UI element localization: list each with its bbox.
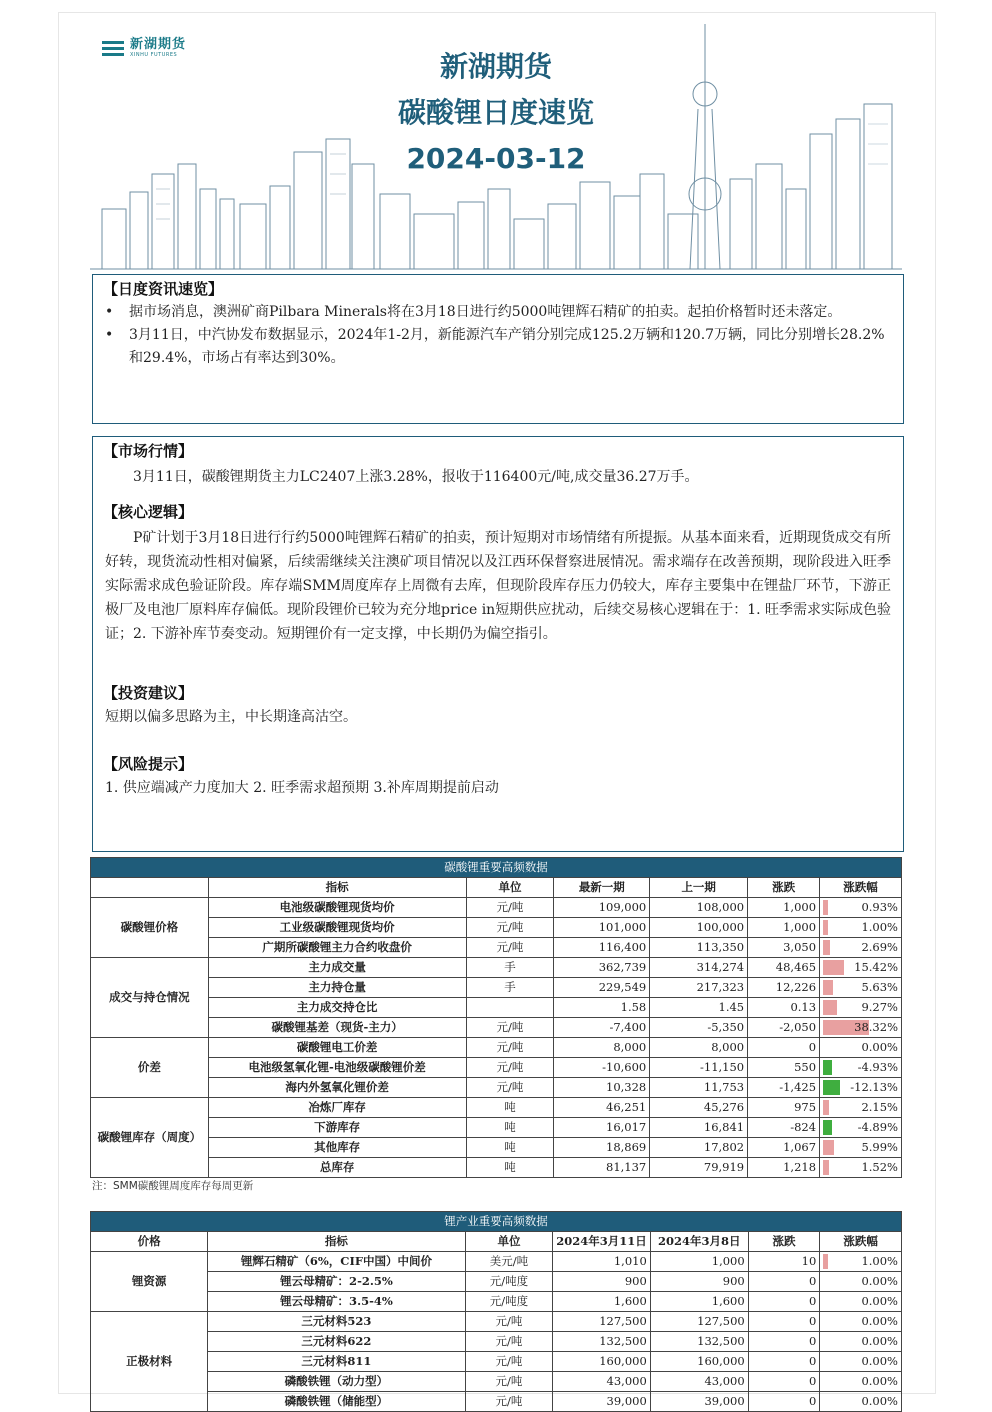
row-unit: 美元/吨 <box>465 1252 553 1272</box>
change-pct-label: 2.15% <box>861 1100 898 1114</box>
row-change: 0 <box>748 1332 820 1352</box>
row-latest-value: 1,010 <box>553 1252 651 1272</box>
change-pct-bar <box>823 1100 829 1115</box>
row-change-pct <box>820 1372 902 1392</box>
row-latest-value: -10,600 <box>554 1058 650 1078</box>
row-latest-value: 8,000 <box>554 1038 650 1058</box>
logic-text: P矿计划于3月18日进行行约5000吨锂辉石精矿的拍卖，预计短期对市场情绪有所提振。从基本面来看，近期现货成交有所好转，现货流动性相对偏紧，后续需继续关注澳矿项目情况以及江西环保督察进展情况。需求端存在改善预期，现阶段进入旺季实际需求成色验证阶段。库存端SMM周度库存上周微有去库，但现阶段库存压力仍较大，库存主要集中在锂盐厂环节，下游正极厂及电池厂原料库存偏低。现阶段锂价已较为充分地price in短期供应扰动，后续交易核心逻辑在于：1. 旺季需求实际成色验证；2. 下游补库节奏变动。短期锂价有一定支撑，中长期仍为偏空指引。 <box>105 530 892 642</box>
table-row <box>91 958 902 978</box>
row-previous-value: 79,919 <box>650 1158 748 1178</box>
row-previous-value: 217,323 <box>650 978 748 998</box>
row-previous-value: 43,000 <box>650 1372 748 1392</box>
lithium-carbonate-data-table <box>90 857 902 1178</box>
row-unit: 吨 <box>466 1138 554 1158</box>
row-indicator: 磷酸铁锂（动力型） <box>208 1372 465 1392</box>
table2-header: 指标 <box>208 1232 465 1252</box>
row-unit: 吨 <box>466 1098 554 1118</box>
row-latest-value: 43,000 <box>553 1372 651 1392</box>
row-change-pct <box>820 1138 902 1158</box>
row-unit: 元/吨 <box>465 1312 553 1332</box>
row-change-pct <box>820 1252 902 1272</box>
row-unit: 手 <box>466 978 554 998</box>
row-latest-value: 1.58 <box>554 998 650 1018</box>
row-change: 0 <box>748 1272 820 1292</box>
table1-caption: 碳酸锂重要高频数据 <box>91 858 902 878</box>
row-change-pct <box>820 938 902 958</box>
change-pct-bar <box>823 900 828 915</box>
title-date: 2024-03-12 <box>406 142 586 175</box>
row-change-pct <box>820 998 902 1018</box>
row-latest-value: 39,000 <box>553 1392 651 1412</box>
row-unit: 吨 <box>466 1158 554 1178</box>
row-indicator: 电池级氢氧化锂-电池级碳酸锂价差 <box>208 1058 466 1078</box>
row-indicator: 锂辉石精矿（6%，CIF中国）中间价 <box>208 1252 465 1272</box>
row-indicator: 冶炼厂库存 <box>208 1098 466 1118</box>
row-latest-value: -7,400 <box>554 1018 650 1038</box>
row-latest-value: 109,000 <box>554 898 650 918</box>
change-pct-label: -4.93% <box>857 1060 898 1074</box>
row-previous-value: 108,000 <box>650 898 748 918</box>
row-unit <box>466 998 554 1018</box>
row-previous-value: 113,350 <box>650 938 748 958</box>
change-pct-bar <box>823 1120 832 1135</box>
row-indicator: 碳酸锂电工价差 <box>208 1038 466 1058</box>
row-change: 0 <box>748 1038 820 1058</box>
row-change-pct <box>820 1038 902 1058</box>
row-indicator: 其他库存 <box>208 1138 466 1158</box>
row-latest-value: 1,600 <box>553 1292 651 1312</box>
row-indicator: 主力成交量 <box>208 958 466 978</box>
row-unit: 元/吨 <box>466 1018 554 1038</box>
row-latest-value: 116,400 <box>554 938 650 958</box>
title-company: 新湖期货 <box>439 50 552 83</box>
table1-header: 涨跌 <box>748 878 820 898</box>
table2-header: 2024年3月8日 <box>650 1232 748 1252</box>
row-unit: 元/吨 <box>465 1392 553 1412</box>
row-change: 0 <box>748 1372 820 1392</box>
row-unit: 元/吨 <box>466 1078 554 1098</box>
row-previous-value: 160,000 <box>650 1352 748 1372</box>
row-indicator: 锂云母精矿：3.5-4% <box>208 1292 465 1312</box>
table2-header: 涨跌 <box>748 1232 820 1252</box>
row-change-pct <box>820 1392 902 1412</box>
table-row <box>91 1078 902 1098</box>
lithium-industry-data-table <box>90 1211 902 1412</box>
change-pct-label: 38.32% <box>854 1020 898 1034</box>
news-item: • 3月11日，中汽协发布数据显示，2024年1-2月，新能源汽车产销分别完成125.2万辆和120.7万辆，同比分别增长28.2%和29.4%，市场占有率达到30%。 <box>103 324 889 370</box>
change-pct-label: 0.00% <box>861 1040 898 1054</box>
row-change: 0 <box>748 1392 820 1412</box>
row-indicator: 主力成交持仓比 <box>208 998 466 1018</box>
report-title <box>90 44 902 182</box>
table1-header-blank <box>91 878 209 898</box>
table-row <box>91 938 902 958</box>
row-latest-value: 10,328 <box>554 1078 650 1098</box>
row-category: 正极材料 <box>91 1312 208 1412</box>
row-unit: 元/吨 <box>466 938 554 958</box>
change-pct-label: 5.99% <box>861 1140 898 1154</box>
row-change-pct <box>820 918 902 938</box>
row-category: 锂资源 <box>91 1252 208 1312</box>
advice-heading: 【投资建议】 <box>103 684 194 702</box>
row-unit: 元/吨 <box>466 898 554 918</box>
row-change: 48,465 <box>748 958 820 978</box>
change-pct-label: 0.00% <box>861 1354 898 1368</box>
row-unit: 手 <box>466 958 554 978</box>
row-previous-value: 900 <box>650 1272 748 1292</box>
change-pct-bar <box>823 920 828 935</box>
row-indicator: 三元材料523 <box>208 1312 465 1332</box>
row-change: 3,050 <box>748 938 820 958</box>
table1-header: 指标 <box>208 878 466 898</box>
row-latest-value: 900 <box>553 1272 651 1292</box>
row-change: 1,000 <box>748 918 820 938</box>
table-row <box>91 1332 902 1352</box>
report-header <box>90 14 902 272</box>
row-change-pct <box>820 1272 902 1292</box>
change-pct-label: 1.00% <box>861 920 898 934</box>
row-change-pct <box>820 1078 902 1098</box>
table-row <box>91 1252 902 1272</box>
row-latest-value: 46,251 <box>554 1098 650 1118</box>
row-category: 碳酸锂库存（周度） <box>91 1098 209 1178</box>
title-report: 碳酸锂日度速览 <box>397 96 594 129</box>
table-row <box>91 1138 902 1158</box>
table-row <box>91 1372 902 1392</box>
row-latest-value: 160,000 <box>553 1352 651 1372</box>
risk-heading: 【风险提示】 <box>103 755 194 773</box>
row-previous-value: -5,350 <box>650 1018 748 1038</box>
row-previous-value: 314,274 <box>650 958 748 978</box>
row-change-pct <box>820 1018 902 1038</box>
row-indicator: 磷酸铁锂（储能型） <box>208 1392 465 1412</box>
row-change: 550 <box>748 1058 820 1078</box>
row-change: 0.13 <box>748 998 820 1018</box>
row-previous-value: 100,000 <box>650 918 748 938</box>
change-pct-label: 5.63% <box>861 980 898 994</box>
row-unit: 元/吨 <box>465 1352 553 1372</box>
row-indicator: 广期所碳酸锂主力合约收盘价 <box>208 938 466 958</box>
table-row <box>91 1038 902 1058</box>
row-change: 12,226 <box>748 978 820 998</box>
row-indicator: 总库存 <box>208 1158 466 1178</box>
change-pct-bar <box>823 1140 834 1155</box>
row-previous-value: 127,500 <box>650 1312 748 1332</box>
row-category: 碳酸锂价格 <box>91 898 209 958</box>
row-latest-value: 101,000 <box>554 918 650 938</box>
row-change-pct <box>820 958 902 978</box>
row-change: 1,218 <box>748 1158 820 1178</box>
row-unit: 元/吨 <box>466 918 554 938</box>
table-row <box>91 1392 902 1412</box>
row-unit: 吨 <box>466 1118 554 1138</box>
row-previous-value: 45,276 <box>650 1098 748 1118</box>
row-previous-value: 1,000 <box>650 1252 748 1272</box>
market-heading: 【市场行情】 <box>103 442 194 460</box>
row-latest-value: 229,549 <box>554 978 650 998</box>
change-pct-label: 0.00% <box>861 1274 898 1288</box>
change-pct-label: -12.13% <box>850 1080 898 1094</box>
row-indicator: 三元材料622 <box>208 1332 465 1352</box>
row-indicator: 碳酸锂基差（现货-主力） <box>208 1018 466 1038</box>
row-previous-value: -11,150 <box>650 1058 748 1078</box>
row-indicator: 锂云母精矿：2-2.5% <box>208 1272 465 1292</box>
row-change: -824 <box>748 1118 820 1138</box>
change-pct-label: 9.27% <box>861 1000 898 1014</box>
row-unit: 元/吨 <box>466 1038 554 1058</box>
change-pct-label: 0.93% <box>861 900 898 914</box>
change-pct-label: 0.00% <box>861 1334 898 1348</box>
table1-note: 注：SMM碳酸锂周度库存每周更新 <box>92 1180 254 1192</box>
change-pct-bar <box>823 1060 832 1075</box>
row-change-pct <box>820 1118 902 1138</box>
row-change-pct <box>820 1058 902 1078</box>
row-unit: 元/吨 <box>465 1332 553 1352</box>
logic-heading: 【核心逻辑】 <box>103 503 194 521</box>
row-latest-value: 362,739 <box>554 958 650 978</box>
table-row <box>91 1018 902 1038</box>
row-change-pct <box>820 978 902 998</box>
table-row <box>91 1118 902 1138</box>
logo-name-en: XINHU FUTURES <box>130 52 178 58</box>
change-pct-bar <box>823 960 844 975</box>
table-row <box>91 1058 902 1078</box>
table1-header: 单位 <box>466 878 554 898</box>
row-latest-value: 132,500 <box>553 1332 651 1352</box>
table1-header: 上一期 <box>650 878 748 898</box>
row-previous-value: 1,600 <box>650 1292 748 1312</box>
change-pct-label: 0.00% <box>861 1294 898 1308</box>
table1-header: 涨跌幅 <box>820 878 902 898</box>
row-change: -2,050 <box>748 1018 820 1038</box>
row-change: 0 <box>748 1352 820 1372</box>
table-row <box>91 1312 902 1332</box>
row-change-pct <box>820 1352 902 1372</box>
row-change-pct <box>820 1312 902 1332</box>
row-change-pct <box>820 1292 902 1312</box>
table-row <box>91 978 902 998</box>
row-previous-value: 8,000 <box>650 1038 748 1058</box>
change-pct-label: -4.89% <box>857 1120 898 1134</box>
table2-caption: 锂产业重要高频数据 <box>91 1212 902 1232</box>
row-change-pct <box>820 898 902 918</box>
change-pct-label: 0.00% <box>861 1374 898 1388</box>
change-pct-bar <box>823 980 833 995</box>
table-row <box>91 1352 902 1372</box>
risk-text: 1. 供应端减产力度加大 2. 旺季需求超预期 3.补库周期提前启动 <box>105 780 499 796</box>
row-latest-value: 81,137 <box>554 1158 650 1178</box>
row-latest-value: 18,869 <box>554 1138 650 1158</box>
change-pct-label: 0.00% <box>861 1394 898 1408</box>
row-unit: 元/吨 <box>466 1058 554 1078</box>
change-pct-label: 2.69% <box>861 940 898 954</box>
advice-text: 短期以偏多思路为主，中长期逢高沽空。 <box>105 709 357 725</box>
change-pct-bar <box>823 1160 829 1175</box>
row-previous-value: 132,500 <box>650 1332 748 1352</box>
table2-header: 涨跌幅 <box>820 1232 902 1252</box>
row-unit: 元/吨 <box>465 1372 553 1392</box>
change-pct-label: 15.42% <box>854 960 898 974</box>
change-pct-bar <box>823 940 830 955</box>
change-pct-label: 0.00% <box>861 1314 898 1328</box>
row-indicator: 电池级碳酸锂现货均价 <box>208 898 466 918</box>
row-change: 0 <box>748 1312 820 1332</box>
table1-header: 最新一期 <box>554 878 650 898</box>
row-change-pct <box>820 1158 902 1178</box>
row-latest-value: 127,500 <box>553 1312 651 1332</box>
news-list <box>103 301 889 370</box>
table2-header: 2024年3月11日 <box>553 1232 651 1252</box>
row-indicator: 海内外氢氧化锂价差 <box>208 1078 466 1098</box>
table-row <box>91 1292 902 1312</box>
row-indicator: 三元材料811 <box>208 1352 465 1372</box>
change-pct-bar <box>823 1080 840 1095</box>
table-row <box>91 1272 902 1292</box>
row-indicator: 下游库存 <box>208 1118 466 1138</box>
row-category: 价差 <box>91 1038 209 1098</box>
row-change: 1,000 <box>748 898 820 918</box>
row-change: 1,067 <box>748 1138 820 1158</box>
table2-header: 价格 <box>91 1232 208 1252</box>
table-row <box>91 998 902 1018</box>
news-section <box>92 274 904 424</box>
row-previous-value: 16,841 <box>650 1118 748 1138</box>
change-pct-bar <box>823 1000 837 1015</box>
market-text: 3月11日，碳酸锂期货主力LC2407上涨3.28%，报收于116400元/吨,成交量36.27万手。 <box>133 469 699 485</box>
logo-name-cn: 新湖期货 <box>130 37 187 52</box>
table-row <box>91 1158 902 1178</box>
row-latest-value: 16,017 <box>554 1118 650 1138</box>
row-unit: 元/吨度 <box>465 1272 553 1292</box>
change-pct-label: 1.52% <box>861 1160 898 1174</box>
row-change-pct <box>820 1098 902 1118</box>
row-change: 975 <box>748 1098 820 1118</box>
table2-header: 单位 <box>465 1232 553 1252</box>
row-previous-value: 17,802 <box>650 1138 748 1158</box>
row-previous-value: 11,753 <box>650 1078 748 1098</box>
row-indicator: 工业级碳酸锂现货均价 <box>208 918 466 938</box>
row-previous-value: 39,000 <box>650 1392 748 1412</box>
table-row <box>91 1098 902 1118</box>
news-item: • 据市场消息，澳洲矿商Pilbara Minerals将在3月18日进行约5000吨锂辉石精矿的拍卖。起拍价格暂时还未落定。 <box>103 301 889 324</box>
row-category: 成交与持仓情况 <box>91 958 209 1038</box>
news-heading: 【日度资讯速览】 <box>103 280 224 298</box>
row-change: 10 <box>748 1252 820 1272</box>
row-change: 0 <box>748 1292 820 1312</box>
row-change-pct <box>820 1332 902 1352</box>
row-change: -1,425 <box>748 1078 820 1098</box>
table-row <box>91 918 902 938</box>
row-unit: 元/吨度 <box>465 1292 553 1312</box>
row-previous-value: 1.45 <box>650 998 748 1018</box>
row-indicator: 主力持仓量 <box>208 978 466 998</box>
table-row <box>91 898 902 918</box>
change-pct-bar <box>823 1254 828 1269</box>
analysis-section <box>92 436 904 852</box>
change-pct-label: 1.00% <box>861 1254 898 1268</box>
